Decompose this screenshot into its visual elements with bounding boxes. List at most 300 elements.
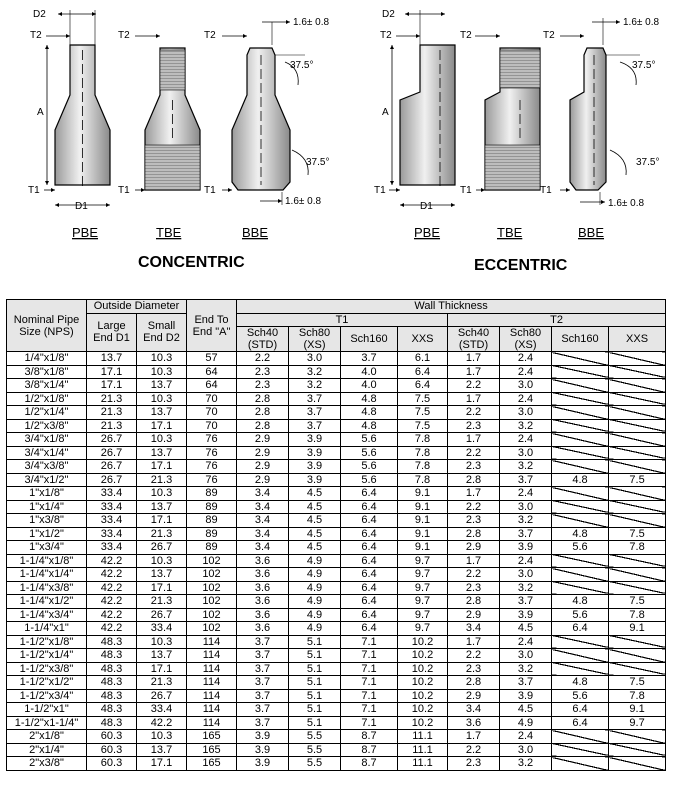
value-cell: 4.5 [289,514,341,528]
value-cell [609,757,666,771]
value-cell: 2.2 [448,743,500,757]
value-cell: 7.1 [341,662,398,676]
value-cell: 3.7 [237,662,289,676]
value-cell: 10.2 [398,676,448,690]
value-cell: 7.1 [341,716,398,730]
value-cell: 2.4 [500,352,552,366]
value-cell [552,757,609,771]
value-cell: 17.1 [137,757,187,771]
value-cell [609,514,666,528]
value-cell: 3.0 [500,406,552,420]
value-cell: 5.1 [289,716,341,730]
value-cell: 2.8 [237,406,289,420]
value-cell: 9.7 [398,608,448,622]
value-cell: 3.9 [500,689,552,703]
value-cell: 5.1 [289,689,341,703]
table-row [7,676,666,690]
value-cell: 1.7 [448,554,500,568]
header-small-end: Small End D2 [137,313,187,352]
value-cell: 13.7 [137,649,187,663]
value-cell: 13.7 [137,406,187,420]
value-cell: 114 [187,676,237,690]
value-cell: 4.5 [500,703,552,717]
label-t1: T1 [28,185,40,196]
nps-cell: 1"x3/8" [7,514,87,528]
value-cell: 114 [187,662,237,676]
value-cell: 4.0 [341,365,398,379]
table-row [7,608,666,622]
table-row [7,635,666,649]
nps-cell: 3/8"x1/4" [7,379,87,393]
value-cell: 10.2 [398,689,448,703]
label-d1: D1 [75,201,88,212]
table-row [7,419,666,433]
value-cell: 7.5 [398,392,448,406]
value-cell: 9.1 [398,487,448,501]
concentric-tbe-shape [135,36,200,190]
header-sch40: Sch40 (STD) [237,327,289,352]
value-cell: 2.3 [448,514,500,528]
value-cell: 89 [187,527,237,541]
value-cell [609,460,666,474]
value-cell: 114 [187,703,237,717]
value-cell: 2.4 [500,487,552,501]
value-cell: 26.7 [87,433,137,447]
value-cell: 17.1 [87,379,137,393]
value-cell: 7.1 [341,635,398,649]
value-cell [552,649,609,663]
table-row [7,662,666,676]
value-cell: 26.7 [87,446,137,460]
value-cell: 2.9 [237,446,289,460]
label-tolerance: 1.6± 0.8 [285,196,322,207]
value-cell: 26.7 [87,473,137,487]
value-cell: 2.9 [448,689,500,703]
value-cell [609,433,666,447]
value-cell: 3.0 [500,379,552,393]
dimension-table [6,299,666,771]
concentric-pbe-shape [44,10,110,205]
value-cell: 2.4 [500,392,552,406]
table-row [7,581,666,595]
header-outside-diameter: Outside Diameter [87,300,187,314]
value-cell: 70 [187,406,237,420]
value-cell: 3.7 [237,649,289,663]
value-cell: 48.3 [87,703,137,717]
value-cell: 2.2 [448,500,500,514]
nps-cell: 1/2"x3/8" [7,419,87,433]
value-cell: 10.2 [398,649,448,663]
value-cell: 102 [187,581,237,595]
value-cell: 26.7 [137,541,187,555]
type-label-pbe: PBE [72,225,99,240]
nps-cell: 3/8"x1/8" [7,365,87,379]
value-cell: 17.1 [137,662,187,676]
nps-cell: 1-1/4"x3/4" [7,608,87,622]
value-cell: 7.1 [341,649,398,663]
value-cell: 3.2 [500,514,552,528]
label-t1: T1 [204,185,216,196]
value-cell: 7.8 [398,460,448,474]
value-cell: 42.2 [87,581,137,595]
value-cell: 4.9 [289,608,341,622]
value-cell: 6.4 [398,379,448,393]
nps-cell: 1-1/4"x1/4" [7,568,87,582]
value-cell [609,406,666,420]
header-sch80: Sch80 (XS) [289,327,341,352]
value-cell: 5.6 [552,608,609,622]
value-cell: 7.1 [341,676,398,690]
value-cell: 3.7 [500,595,552,609]
value-cell [552,460,609,474]
nps-cell: 3/4"x1/8" [7,433,87,447]
type-label-bbe: BBE [578,225,605,240]
value-cell: 5.6 [552,689,609,703]
value-cell: 7.5 [398,419,448,433]
value-cell: 5.1 [289,649,341,663]
value-cell: 9.1 [609,703,666,717]
value-cell: 2.2 [448,406,500,420]
value-cell [609,379,666,393]
value-cell: 4.9 [289,595,341,609]
table-row [7,473,666,487]
value-cell [552,568,609,582]
table-row [7,379,666,393]
value-cell [609,554,666,568]
value-cell: 3.6 [237,608,289,622]
value-cell: 4.9 [289,554,341,568]
label-angle: 37.5° [636,157,660,168]
label-t2: T2 [118,30,130,41]
value-cell: 1.7 [448,352,500,366]
table-row [7,595,666,609]
value-cell: 9.1 [398,541,448,555]
value-cell [552,487,609,501]
value-cell: 2.4 [500,635,552,649]
value-cell: 3.6 [237,622,289,636]
header-wall-thickness: Wall Thickness [237,300,666,314]
value-cell: 5.6 [552,541,609,555]
header-t1: T1 [237,313,448,327]
value-cell: 3.6 [237,554,289,568]
value-cell: 102 [187,595,237,609]
type-label-bbe: BBE [242,225,269,240]
value-cell: 10.3 [137,635,187,649]
value-cell: 3.2 [289,379,341,393]
value-cell: 5.1 [289,635,341,649]
value-cell: 3.2 [289,365,341,379]
table-row [7,500,666,514]
value-cell: 3.0 [500,446,552,460]
value-cell: 21.3 [87,406,137,420]
value-cell: 70 [187,419,237,433]
value-cell [552,433,609,447]
table-row [7,446,666,460]
nps-cell: 2"x1/4" [7,743,87,757]
value-cell: 3.2 [500,419,552,433]
value-cell: 10.2 [398,635,448,649]
value-cell: 6.4 [341,514,398,528]
value-cell: 5.6 [341,460,398,474]
value-cell: 48.3 [87,689,137,703]
header-end-to-end: End To End "A" [187,300,237,352]
value-cell: 33.4 [87,500,137,514]
value-cell: 4.9 [289,581,341,595]
value-cell: 2.9 [448,608,500,622]
value-cell: 2.3 [448,419,500,433]
value-cell: 6.4 [341,500,398,514]
value-cell [552,662,609,676]
value-cell: 11.1 [398,730,448,744]
value-cell: 6.4 [552,622,609,636]
value-cell: 13.7 [137,446,187,460]
value-cell: 2.4 [500,730,552,744]
label-tolerance: 1.6± 0.8 [293,17,330,28]
table-row [7,622,666,636]
value-cell: 10.3 [137,365,187,379]
table-row [7,743,666,757]
value-cell [609,500,666,514]
value-cell: 7.8 [609,689,666,703]
value-cell: 2.2 [448,568,500,582]
value-cell [552,365,609,379]
label-t1: T1 [540,185,552,196]
value-cell: 9.7 [398,622,448,636]
value-cell: 2.2 [448,446,500,460]
value-cell: 2.2 [448,379,500,393]
label-t2: T2 [204,30,216,41]
value-cell: 3.4 [237,527,289,541]
value-cell: 3.6 [237,595,289,609]
value-cell: 42.2 [87,608,137,622]
value-cell: 2.3 [448,581,500,595]
value-cell: 3.7 [237,716,289,730]
nps-cell: 1/2"x1/4" [7,406,87,420]
value-cell: 64 [187,365,237,379]
value-cell: 10.2 [398,716,448,730]
value-cell: 4.9 [289,568,341,582]
value-cell: 10.3 [137,352,187,366]
value-cell: 10.3 [137,392,187,406]
value-cell: 64 [187,379,237,393]
value-cell: 3.9 [289,433,341,447]
header-sch160: Sch160 [341,327,398,352]
value-cell: 1.7 [448,635,500,649]
value-cell: 165 [187,757,237,771]
value-cell: 3.7 [341,352,398,366]
value-cell: 21.3 [137,676,187,690]
value-cell: 76 [187,473,237,487]
label-t2: T2 [460,30,472,41]
value-cell: 33.4 [137,703,187,717]
value-cell [609,446,666,460]
table-row [7,514,666,528]
value-cell: 7.1 [341,689,398,703]
eccentric-tbe-shape [475,36,540,190]
value-cell: 17.1 [137,460,187,474]
value-cell: 17.1 [87,365,137,379]
nps-cell: 1"x1/8" [7,487,87,501]
value-cell: 42.2 [87,554,137,568]
value-cell: 33.4 [87,487,137,501]
value-cell: 2.3 [237,365,289,379]
value-cell: 2.4 [500,433,552,447]
value-cell: 1.7 [448,730,500,744]
value-cell: 42.2 [87,595,137,609]
value-cell: 17.1 [137,419,187,433]
value-cell: 3.4 [237,487,289,501]
value-cell: 102 [187,568,237,582]
value-cell: 4.9 [289,622,341,636]
nps-cell: 1-1/4"x1/8" [7,554,87,568]
value-cell: 3.6 [448,716,500,730]
value-cell: 57 [187,352,237,366]
value-cell: 70 [187,392,237,406]
nps-cell: 1/4"x1/8" [7,352,87,366]
value-cell: 1.7 [448,392,500,406]
value-cell: 33.4 [137,622,187,636]
nps-cell: 1-1/2"x1/2" [7,676,87,690]
value-cell: 5.5 [289,757,341,771]
value-cell [552,554,609,568]
value-cell: 3.6 [237,581,289,595]
eccentric-pbe-shape [389,10,455,205]
value-cell [609,743,666,757]
value-cell: 3.4 [448,703,500,717]
label-tolerance: 1.6± 0.8 [608,198,645,209]
value-cell: 4.8 [552,676,609,690]
value-cell: 9.7 [398,581,448,595]
value-cell: 89 [187,514,237,528]
value-cell: 3.7 [500,527,552,541]
value-cell: 4.5 [289,487,341,501]
header-sch160: Sch160 [552,327,609,352]
value-cell: 6.4 [552,716,609,730]
value-cell: 7.8 [398,446,448,460]
value-cell: 9.1 [609,622,666,636]
value-cell: 3.7 [289,419,341,433]
nps-cell: 1-1/4"x1/2" [7,595,87,609]
value-cell: 60.3 [87,757,137,771]
value-cell: 2.8 [237,392,289,406]
value-cell: 5.6 [341,446,398,460]
value-cell: 9.7 [398,568,448,582]
value-cell: 60.3 [87,730,137,744]
concentric-bbe-shape [222,22,308,205]
value-cell: 3.7 [500,473,552,487]
value-cell: 76 [187,433,237,447]
table-row [7,487,666,501]
value-cell: 4.8 [552,595,609,609]
value-cell: 7.5 [398,406,448,420]
value-cell [552,581,609,595]
value-cell: 4.8 [552,473,609,487]
value-cell [552,352,609,366]
value-cell: 9.1 [398,500,448,514]
value-cell: 2.2 [448,649,500,663]
value-cell: 10.2 [398,662,448,676]
value-cell: 3.4 [237,500,289,514]
value-cell: 42.2 [87,622,137,636]
value-cell: 2.9 [237,460,289,474]
label-t1: T1 [118,185,130,196]
value-cell: 2.8 [237,419,289,433]
nps-cell: 1"x1/2" [7,527,87,541]
value-cell: 7.5 [609,473,666,487]
label-a: A [382,107,389,118]
value-cell [609,662,666,676]
value-cell: 9.7 [398,595,448,609]
value-cell: 5.6 [341,433,398,447]
header-sch40: Sch40 (STD) [448,327,500,352]
value-cell: 9.1 [398,527,448,541]
value-cell: 3.2 [500,662,552,676]
value-cell: 13.7 [137,500,187,514]
nps-cell: 2"x3/8" [7,757,87,771]
value-cell: 21.3 [137,595,187,609]
nps-cell: 1-1/2"x1" [7,703,87,717]
value-cell: 11.1 [398,743,448,757]
value-cell: 114 [187,649,237,663]
value-cell [609,392,666,406]
value-cell: 3.6 [237,568,289,582]
value-cell: 6.4 [341,581,398,595]
value-cell: 21.3 [137,527,187,541]
value-cell [552,500,609,514]
value-cell: 3.0 [500,743,552,757]
value-cell: 89 [187,500,237,514]
value-cell: 3.7 [289,392,341,406]
table-row [7,352,666,366]
value-cell: 3.7 [289,406,341,420]
nps-cell: 1"x1/4" [7,500,87,514]
value-cell: 4.5 [289,500,341,514]
table-row [7,460,666,474]
value-cell: 4.5 [289,541,341,555]
table-row [7,365,666,379]
value-cell: 3.7 [237,689,289,703]
value-cell: 6.4 [341,487,398,501]
value-cell: 33.4 [87,514,137,528]
value-cell: 26.7 [137,689,187,703]
value-cell: 2.9 [448,541,500,555]
value-cell: 114 [187,689,237,703]
value-cell: 6.4 [552,703,609,717]
label-d1: D1 [420,201,433,212]
value-cell: 17.1 [137,514,187,528]
value-cell: 1.7 [448,487,500,501]
value-cell: 3.0 [289,352,341,366]
value-cell: 6.4 [398,365,448,379]
value-cell: 7.8 [609,608,666,622]
value-cell [552,446,609,460]
value-cell: 2.3 [237,379,289,393]
value-cell: 3.7 [500,676,552,690]
value-cell [609,365,666,379]
value-cell: 21.3 [87,419,137,433]
value-cell [609,635,666,649]
value-cell [552,379,609,393]
value-cell: 2.9 [237,433,289,447]
table-row [7,406,666,420]
value-cell: 4.5 [289,527,341,541]
swage-nipple-drawing [0,0,677,295]
value-cell: 3.9 [237,743,289,757]
value-cell: 2.8 [448,676,500,690]
value-cell: 114 [187,635,237,649]
value-cell: 10.2 [398,703,448,717]
value-cell: 3.0 [500,500,552,514]
